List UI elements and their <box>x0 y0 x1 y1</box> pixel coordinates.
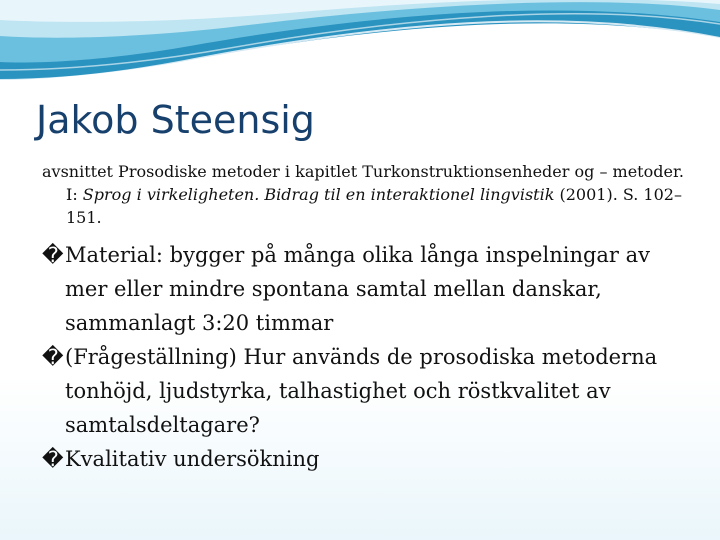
citation-source-title: Sprog i virkeligheten. Bidrag til en interaktionel lingvistik <box>82 185 555 204</box>
bullet-text: Material: bygger på många olika långa inspelningar av mer eller mindre spontana samtal mellan danskar, sammanlagt 3:20 timmar <box>65 243 651 335</box>
bullet-marker-icon: � <box>42 243 64 267</box>
decorative-wave-banner <box>0 0 720 100</box>
citation-prefix: avsnittet Prosodiske metoder i kapitlet Turkonstruktionsenheder og – metoder. I: <box>42 162 684 204</box>
bullet-item <box>42 442 692 476</box>
bullet-item <box>42 238 692 340</box>
bullet-marker-icon: � <box>42 345 64 369</box>
bullet-list <box>42 238 692 476</box>
bullet-marker-icon: � <box>42 447 64 471</box>
citation-suffix: (2001). S. 102–151. <box>66 185 682 227</box>
bullet-text: (Frågeställning) Hur används de prosodiska metoderna tonhöjd, ljudstyrka, talhastighet och röstkvalitet av samtalsdeltagare? <box>65 345 658 437</box>
bullet-text: Kvalitativ undersökning <box>65 447 320 471</box>
bullet-item <box>42 340 692 442</box>
slide-title: Jakob Steensig <box>36 98 315 142</box>
citation <box>42 160 696 229</box>
